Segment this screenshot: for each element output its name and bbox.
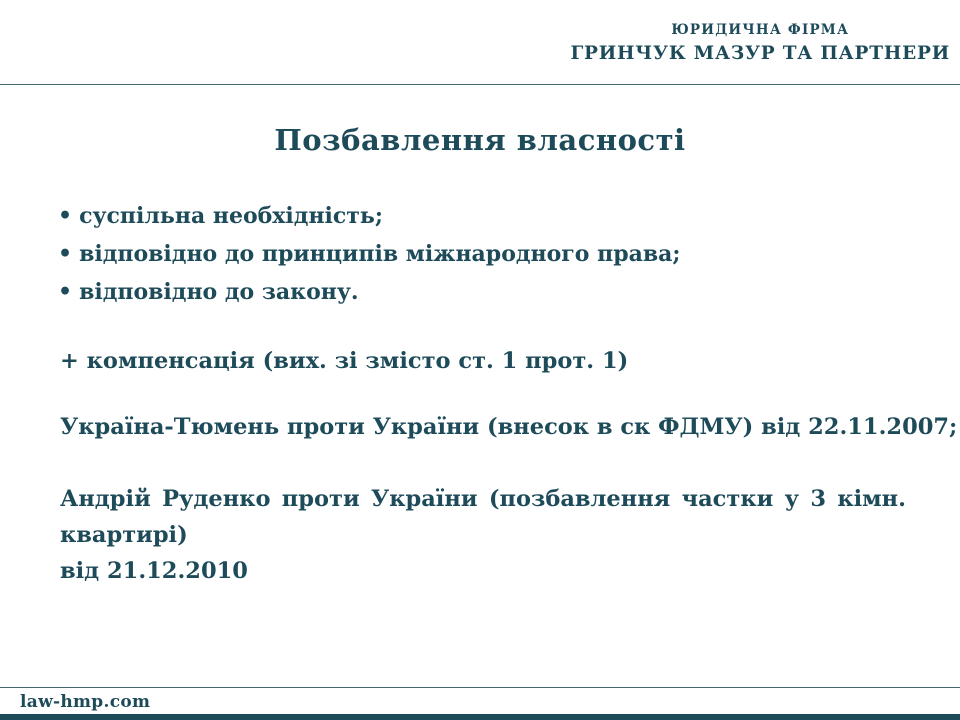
case-citation-rudenko-line1: Андрій Руденко проти України (позбавлення частки у 3 кімн. квартирі) bbox=[60, 486, 906, 548]
bullet-text: відповідно до закону. bbox=[79, 279, 359, 305]
bullet-list bbox=[58, 202, 681, 316]
website-link[interactable]: law-hmp.com bbox=[20, 692, 151, 712]
bullet-icon: • bbox=[58, 241, 73, 267]
bullet-item bbox=[58, 278, 681, 306]
header-divider bbox=[0, 84, 960, 85]
bullet-icon: • bbox=[58, 279, 73, 305]
bullet-icon: • bbox=[58, 203, 73, 229]
bullet-item bbox=[58, 202, 681, 230]
firm-type-label: ЮРИДИЧНА ФІРМА bbox=[671, 22, 850, 38]
footer-divider bbox=[0, 687, 960, 688]
bottom-accent-bar bbox=[0, 714, 960, 720]
firm-name: ГРИНЧУК МАЗУР ТА ПАРТНЕРИ bbox=[570, 43, 950, 64]
case-citation-ukraina-tyumen: Україна-Тюмень проти України (внесок в ск ФДМУ) від 22.11.2007; bbox=[60, 414, 958, 440]
case-citation-rudenko bbox=[60, 481, 906, 589]
slide-title: Позбавлення власності bbox=[274, 123, 686, 157]
compensation-note: + компенсація (вих. зі змісто ст. 1 прот. 1) bbox=[60, 348, 629, 374]
bullet-text: суспільна необхідність; bbox=[79, 203, 383, 229]
law-firm-header bbox=[570, 22, 950, 64]
bullet-item bbox=[58, 240, 681, 268]
case-citation-rudenko-line2: від 21.12.2010 bbox=[60, 558, 248, 584]
bullet-text: відповідно до принципів міжнародного права; bbox=[79, 241, 681, 267]
